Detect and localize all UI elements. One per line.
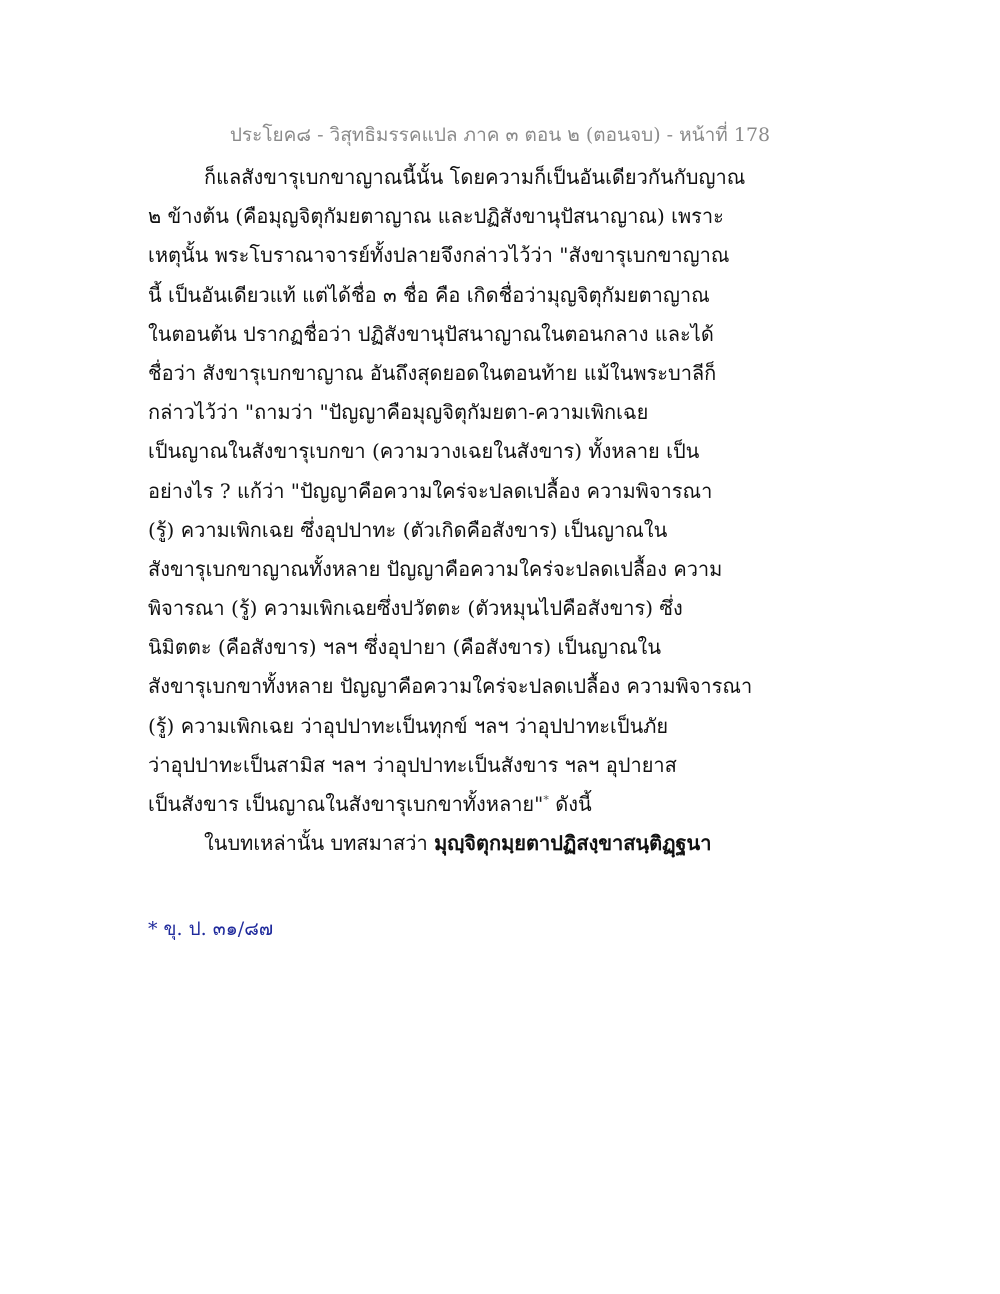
text-line-10: (รู้) ความเพิกเฉย ซึ่งอุปปาทะ (ตัวเกิดคือสังขาร) เป็นญาณใน — [148, 517, 668, 542]
text-line-2: ๒ ข้างต้น (คือมุญจิตุกัมยตาญาณ และปฏิสังขานุปัสนาญาณ) เพราะ — [148, 204, 724, 229]
text-line-12: พิจารณา (รู้) ความเพิกเฉยซึ่งปวัตตะ (ตัวหมุนไปคือสังขาร) ซึ่ง — [148, 596, 683, 621]
text-line-17 — [148, 785, 738, 824]
page-header: ประโยค๘ - วิสุทธิมรรคแปล ภาค ๓ ตอน ๒ (ตอนจบ) - หน้าที่ 178 — [229, 124, 771, 146]
text-line-5: ในตอนต้น ปรากฏชื่อว่า ปฏิสังขานุปัสนาญาณในตอนกลาง และได้ — [148, 321, 714, 346]
footnote-ref: * — [543, 793, 549, 807]
text-line-15: (รู้) ความเพิกเฉย ว่าอุปปาทะเป็นทุกข์ ฯลฯ ว่าอุปปาทะเป็นภัย — [148, 713, 669, 738]
text-line-14: สังขารุเบกขาทั้งหลาย ปัญญาคือความใคร่จะปลดเปลื้อง ความพิจารณา — [148, 674, 753, 699]
text-line-3: เหตุนั้น พระโบราณาจารย์ทั้งปลายจึงกล่าวไว้ว่า "สังขารุเบกขาญาณ — [148, 243, 730, 268]
text-line-9: อย่างไร ? แก้ว่า "ปัญญาคือความใคร่จะปลดเปลื้อง ความพิจารณา — [148, 478, 713, 503]
text-line-1: ก็แลสังขารุเบกขาญาณนี้นั้น โดยความก็เป็นอันเดียวกันกับญาณ — [204, 165, 746, 189]
paragraph2-bold-term: มุญฺจิตุกมฺยตาปฏิสงฺขาสนฺติฏฺฐนา — [434, 831, 712, 856]
text-line-11: สังขารุเบกขาญาณทั้งหลาย ปัญญาคือความใคร่จะปลดเปลื้อง ความ — [148, 556, 723, 581]
text-line-8: เป็นญาณในสังขารุเบกขา (ความวางเฉยในสังขาร) ทั้งหลาย เป็น — [148, 439, 700, 464]
text-line-4: นี้ เป็นอันเดียวแท้ แต่ได้ชื่อ ๓ ชื่อ คือ เกิดชื่อว่ามุญจิตุกัมยตาญาณ — [148, 282, 710, 307]
text-line-17-tail: ดังนี้ — [548, 792, 592, 816]
body-text — [148, 158, 753, 863]
text-line-17-main: เป็นสังขาร เป็นญาณในสังขารุเบกขาทั้งหลาย" — [148, 792, 544, 816]
text-line-6: ชื่อว่า สังขารุเบกขาญาณ อันถึงสุดยอดในตอนท้าย แม้ในพระบาลีก็ — [148, 360, 717, 385]
text-line-16: ว่าอุปปาทะเป็นสามิส ฯลฯ ว่าอุปปาทะเป็นสังขาร ฯลฯ อุปายาส — [148, 752, 677, 777]
text-line-7: กล่าวไว้ว่า "ถามว่า "ปัญญาคือมุญจิตุกัมยตา-ความเพิกเฉย — [148, 400, 649, 425]
text-line-18 — [148, 824, 738, 863]
footnote: * ขุ. ป. ๓๑/๘๗ — [148, 918, 274, 940]
paragraph2-text: ในบทเหล่านั้น บทสมาสว่า — [204, 831, 435, 856]
text-line-13: นิมิตตะ (คือสังขาร) ฯลฯ ซึ่งอุปายา (คือสังขาร) เป็นญาณใน — [148, 635, 661, 660]
